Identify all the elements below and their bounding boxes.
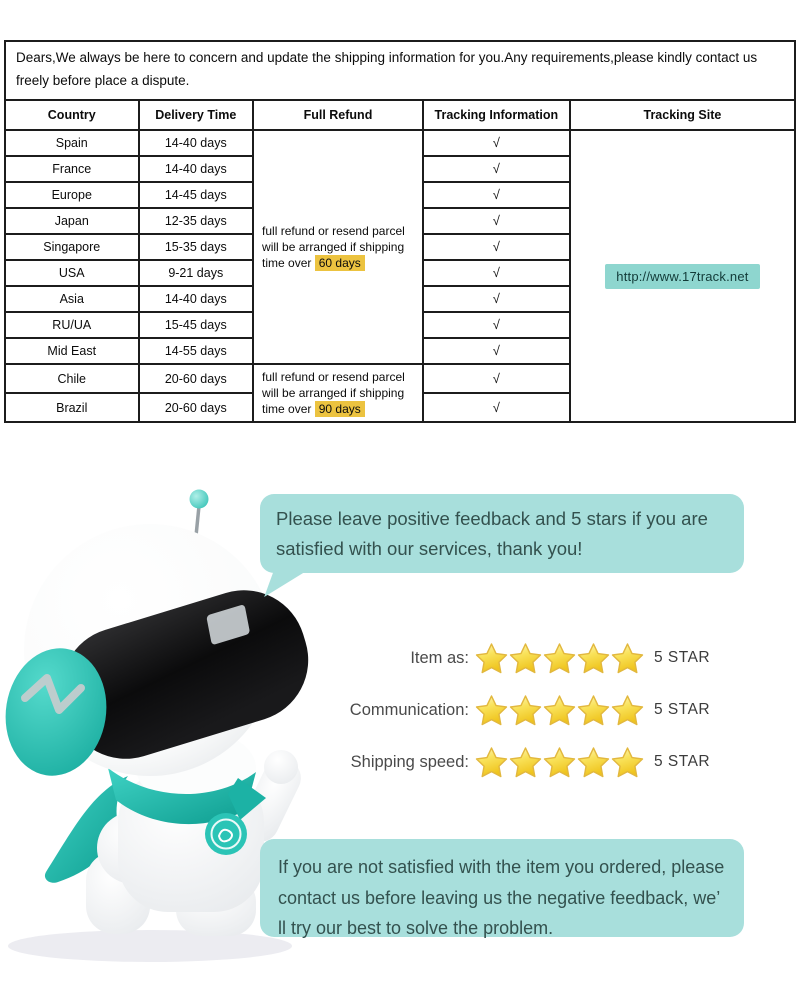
rating-suffix: 5 STAR [654, 753, 711, 770]
tracking-site-cell [570, 130, 795, 423]
country-cell: Asia [5, 286, 139, 312]
refund-days-highlight: 90 days [315, 401, 365, 417]
intro-row [5, 41, 795, 100]
star-icon [543, 642, 576, 675]
star-icon [475, 642, 508, 675]
country-cell: Spain [5, 130, 139, 156]
tracking-check: √ [423, 260, 570, 286]
column-header-country: Country [5, 100, 139, 130]
table-header-row [5, 100, 795, 130]
delivery-cell: 14-55 days [139, 338, 254, 364]
star-icon [509, 694, 542, 727]
country-cell: Japan [5, 208, 139, 234]
delivery-cell: 14-45 days [139, 182, 254, 208]
rating-row-communication [270, 693, 740, 727]
refund-policy-text: full refund or resend parcel will be arranged if shipping time over [262, 369, 405, 417]
tracking-check: √ [423, 338, 570, 364]
delivery-cell: 15-45 days [139, 312, 254, 338]
tracking-check: √ [423, 364, 570, 393]
country-cell: Europe [5, 182, 139, 208]
tracking-check: √ [423, 312, 570, 338]
star-icon [577, 746, 610, 779]
star-icon [611, 694, 644, 727]
star-icon [577, 694, 610, 727]
rating-suffix: 5 STAR [654, 649, 711, 666]
rating-row-item-as [270, 641, 740, 675]
refund-policy-90-cell [253, 364, 423, 423]
column-header-delivery-time: Delivery Time [139, 100, 254, 130]
country-cell: France [5, 156, 139, 182]
star-icon [611, 642, 644, 675]
rating-label: Item as: [410, 648, 469, 667]
country-cell: Mid East [5, 338, 139, 364]
rating-label: Shipping speed: [350, 752, 469, 771]
delivery-cell: 9-21 days [139, 260, 254, 286]
country-cell: Singapore [5, 234, 139, 260]
star-icon [475, 694, 508, 727]
delivery-cell: 12-35 days [139, 208, 254, 234]
star-icon [577, 642, 610, 675]
shipping-info-table [4, 40, 796, 423]
delivery-cell: 20-60 days [139, 393, 254, 422]
tracking-check: √ [423, 286, 570, 312]
intro-text: Dears,We always be here to concern and update the shipping information for you.Any requirements,please kindly contact us freely before place a dispute. [5, 41, 795, 100]
country-cell: Brazil [5, 393, 139, 422]
five-star-rating [475, 642, 645, 675]
antenna-ball [190, 490, 209, 509]
country-cell: USA [5, 260, 139, 286]
refund-policy-text: full refund or resend parcel will be arranged if shipping time over [262, 223, 405, 270]
tracking-check: √ [423, 393, 570, 422]
star-icon [611, 746, 644, 779]
shipping-info-section [4, 40, 796, 423]
star-icon [509, 746, 542, 779]
delivery-cell: 14-40 days [139, 156, 254, 182]
tracking-check: √ [423, 182, 570, 208]
country-cell: Chile [5, 364, 139, 393]
five-star-rating [475, 746, 645, 779]
tracking-check: √ [423, 130, 570, 156]
ratings-block [270, 641, 740, 797]
star-icon [543, 746, 576, 779]
rating-suffix: 5 STAR [654, 701, 711, 718]
refund-policy-60-cell [253, 130, 423, 364]
delivery-cell: 14-40 days [139, 130, 254, 156]
delivery-cell: 20-60 days [139, 364, 254, 393]
tracking-check: √ [423, 156, 570, 182]
country-cell: RU/UA [5, 312, 139, 338]
column-header-tracking-information: Tracking Information [423, 100, 570, 130]
tracking-check: √ [423, 234, 570, 260]
rating-row-shipping-speed [270, 745, 740, 779]
star-icon [509, 642, 542, 675]
delivery-cell: 14-40 days [139, 286, 254, 312]
tracking-check: √ [423, 208, 570, 234]
delivery-cell: 15-35 days [139, 234, 254, 260]
refund-days-highlight: 60 days [315, 255, 365, 271]
dispute-notice-bubble: If you are not satisfied with the item you ordered, please contact us before leaving us the negative feedback, we’ ll try our best to solve the problem. [260, 839, 744, 937]
mascot-shadow [8, 930, 292, 962]
tracking-site-link[interactable]: http://www.17track.net [605, 264, 759, 289]
five-star-rating [475, 694, 645, 727]
rating-label: Communication: [349, 700, 469, 719]
feedback-request-bubble: Please leave positive feedback and 5 stars if you are satisfied with our services, thank you! [260, 494, 744, 573]
column-header-tracking-site: Tracking Site [570, 100, 795, 130]
column-header-full-refund: Full Refund [253, 100, 423, 130]
star-icon [543, 694, 576, 727]
star-icon [475, 746, 508, 779]
table-row [5, 130, 795, 156]
antenna [196, 506, 199, 536]
